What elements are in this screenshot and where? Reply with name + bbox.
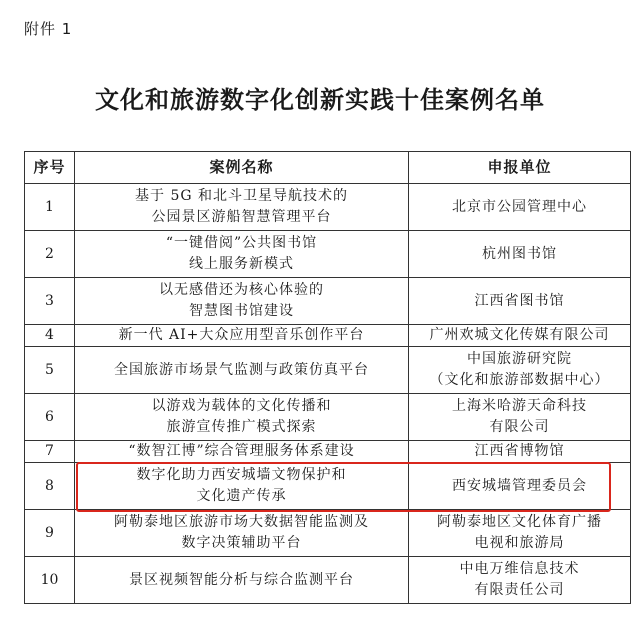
table-row bbox=[25, 394, 631, 441]
header-number: 序号 bbox=[25, 152, 75, 184]
unit-line: 北京市公园管理中心 bbox=[452, 198, 587, 215]
unit-line: 电视和旅游局 bbox=[474, 535, 565, 551]
case-name-cell bbox=[75, 184, 409, 231]
unit-line: 西安城墙管理委员会 bbox=[452, 477, 587, 494]
row-number: 5 bbox=[25, 347, 75, 394]
unit-cell bbox=[409, 394, 631, 441]
row-number: 10 bbox=[25, 557, 75, 604]
table-row bbox=[25, 441, 631, 463]
table-row bbox=[25, 184, 631, 231]
row-number: 4 bbox=[25, 325, 75, 347]
case-name-line: 阿勒泰地区旅游市场大数据智能监测及 bbox=[114, 514, 369, 530]
case-name-line: “数智江博”综合管理服务体系建设 bbox=[128, 443, 355, 459]
case-name-cell bbox=[75, 510, 409, 557]
unit-line: 中电万维信息技术 bbox=[459, 561, 580, 577]
case-name-line: 新一代 AI+大众应用型音乐创作平台 bbox=[118, 327, 365, 343]
table-row bbox=[25, 325, 631, 347]
row-number: 1 bbox=[25, 184, 75, 231]
row-number: 9 bbox=[25, 510, 75, 557]
row-number: 8 bbox=[25, 463, 75, 510]
unit-cell bbox=[409, 231, 631, 278]
case-name-line: 景区视频智能分析与综合监测平台 bbox=[129, 571, 354, 588]
case-name-line: 公园景区游船智慧管理平台 bbox=[151, 209, 332, 225]
case-name-cell bbox=[75, 231, 409, 278]
header-unit: 申报单位 bbox=[409, 152, 631, 184]
unit-cell bbox=[409, 278, 631, 325]
document-title: 文化和旅游数字化创新实践十佳案例名单 bbox=[95, 86, 545, 114]
attachment-label: 附件 1 bbox=[24, 20, 73, 38]
case-name-cell bbox=[75, 347, 409, 394]
case-name-cell bbox=[75, 463, 409, 510]
unit-cell bbox=[409, 510, 631, 557]
table-row bbox=[25, 231, 631, 278]
unit-cell bbox=[409, 184, 631, 231]
table-row bbox=[25, 557, 631, 604]
table-header-row bbox=[25, 152, 631, 184]
row-number: 2 bbox=[25, 231, 75, 278]
case-name-cell bbox=[75, 325, 409, 347]
case-name-line: “一键借阅”公共图书馆 bbox=[165, 235, 318, 251]
table-body bbox=[25, 184, 631, 604]
unit-line: 江西省图书馆 bbox=[474, 292, 565, 309]
unit-line: 有限责任公司 bbox=[474, 582, 565, 598]
case-name-cell bbox=[75, 278, 409, 325]
unit-line: 有限公司 bbox=[489, 419, 550, 435]
unit-line: 广州欢城文化传媒有限公司 bbox=[429, 327, 610, 343]
case-name-line: 基于 5G 和北斗卫星导航技术的 bbox=[135, 188, 348, 204]
table-row bbox=[25, 278, 631, 325]
case-name-line: 数字决策辅助平台 bbox=[181, 535, 302, 551]
case-name-line: 旅游宣传推广模式探索 bbox=[166, 419, 317, 435]
unit-line: 杭州图书馆 bbox=[482, 245, 557, 262]
case-name-line: 以无感借还为核心体验的 bbox=[159, 282, 324, 298]
case-name-line: 数字化助力西安城墙文物保护和 bbox=[136, 467, 347, 483]
row-number: 3 bbox=[25, 278, 75, 325]
case-name-line: 智慧图书馆建设 bbox=[189, 303, 294, 319]
row-number: 7 bbox=[25, 441, 75, 463]
case-list-table bbox=[24, 151, 631, 604]
case-name-line: 全国旅游市场景气监测与政策仿真平台 bbox=[114, 361, 369, 378]
unit-cell bbox=[409, 325, 631, 347]
unit-line: 中国旅游研究院 bbox=[467, 351, 572, 367]
case-name-cell bbox=[75, 441, 409, 463]
unit-cell bbox=[409, 441, 631, 463]
unit-line: 江西省博物馆 bbox=[474, 443, 565, 459]
table-row bbox=[25, 463, 631, 510]
case-name-line: 以游戏为载体的文化传播和 bbox=[151, 398, 332, 414]
unit-cell bbox=[409, 557, 631, 604]
case-name-line: 文化遗产传承 bbox=[196, 488, 287, 504]
case-name-cell bbox=[75, 394, 409, 441]
table-row bbox=[25, 510, 631, 557]
row-number: 6 bbox=[25, 394, 75, 441]
case-name-cell bbox=[75, 557, 409, 604]
unit-cell bbox=[409, 347, 631, 394]
unit-line: 上海米哈游天命科技 bbox=[452, 398, 587, 414]
unit-line: 阿勒泰地区文化体育广播 bbox=[437, 514, 602, 530]
table-row bbox=[25, 347, 631, 394]
case-name-line: 线上服务新模式 bbox=[189, 256, 294, 272]
unit-cell bbox=[409, 463, 631, 510]
unit-line: （文化和旅游部数据中心） bbox=[429, 372, 610, 388]
header-case-name: 案例名称 bbox=[75, 152, 409, 184]
